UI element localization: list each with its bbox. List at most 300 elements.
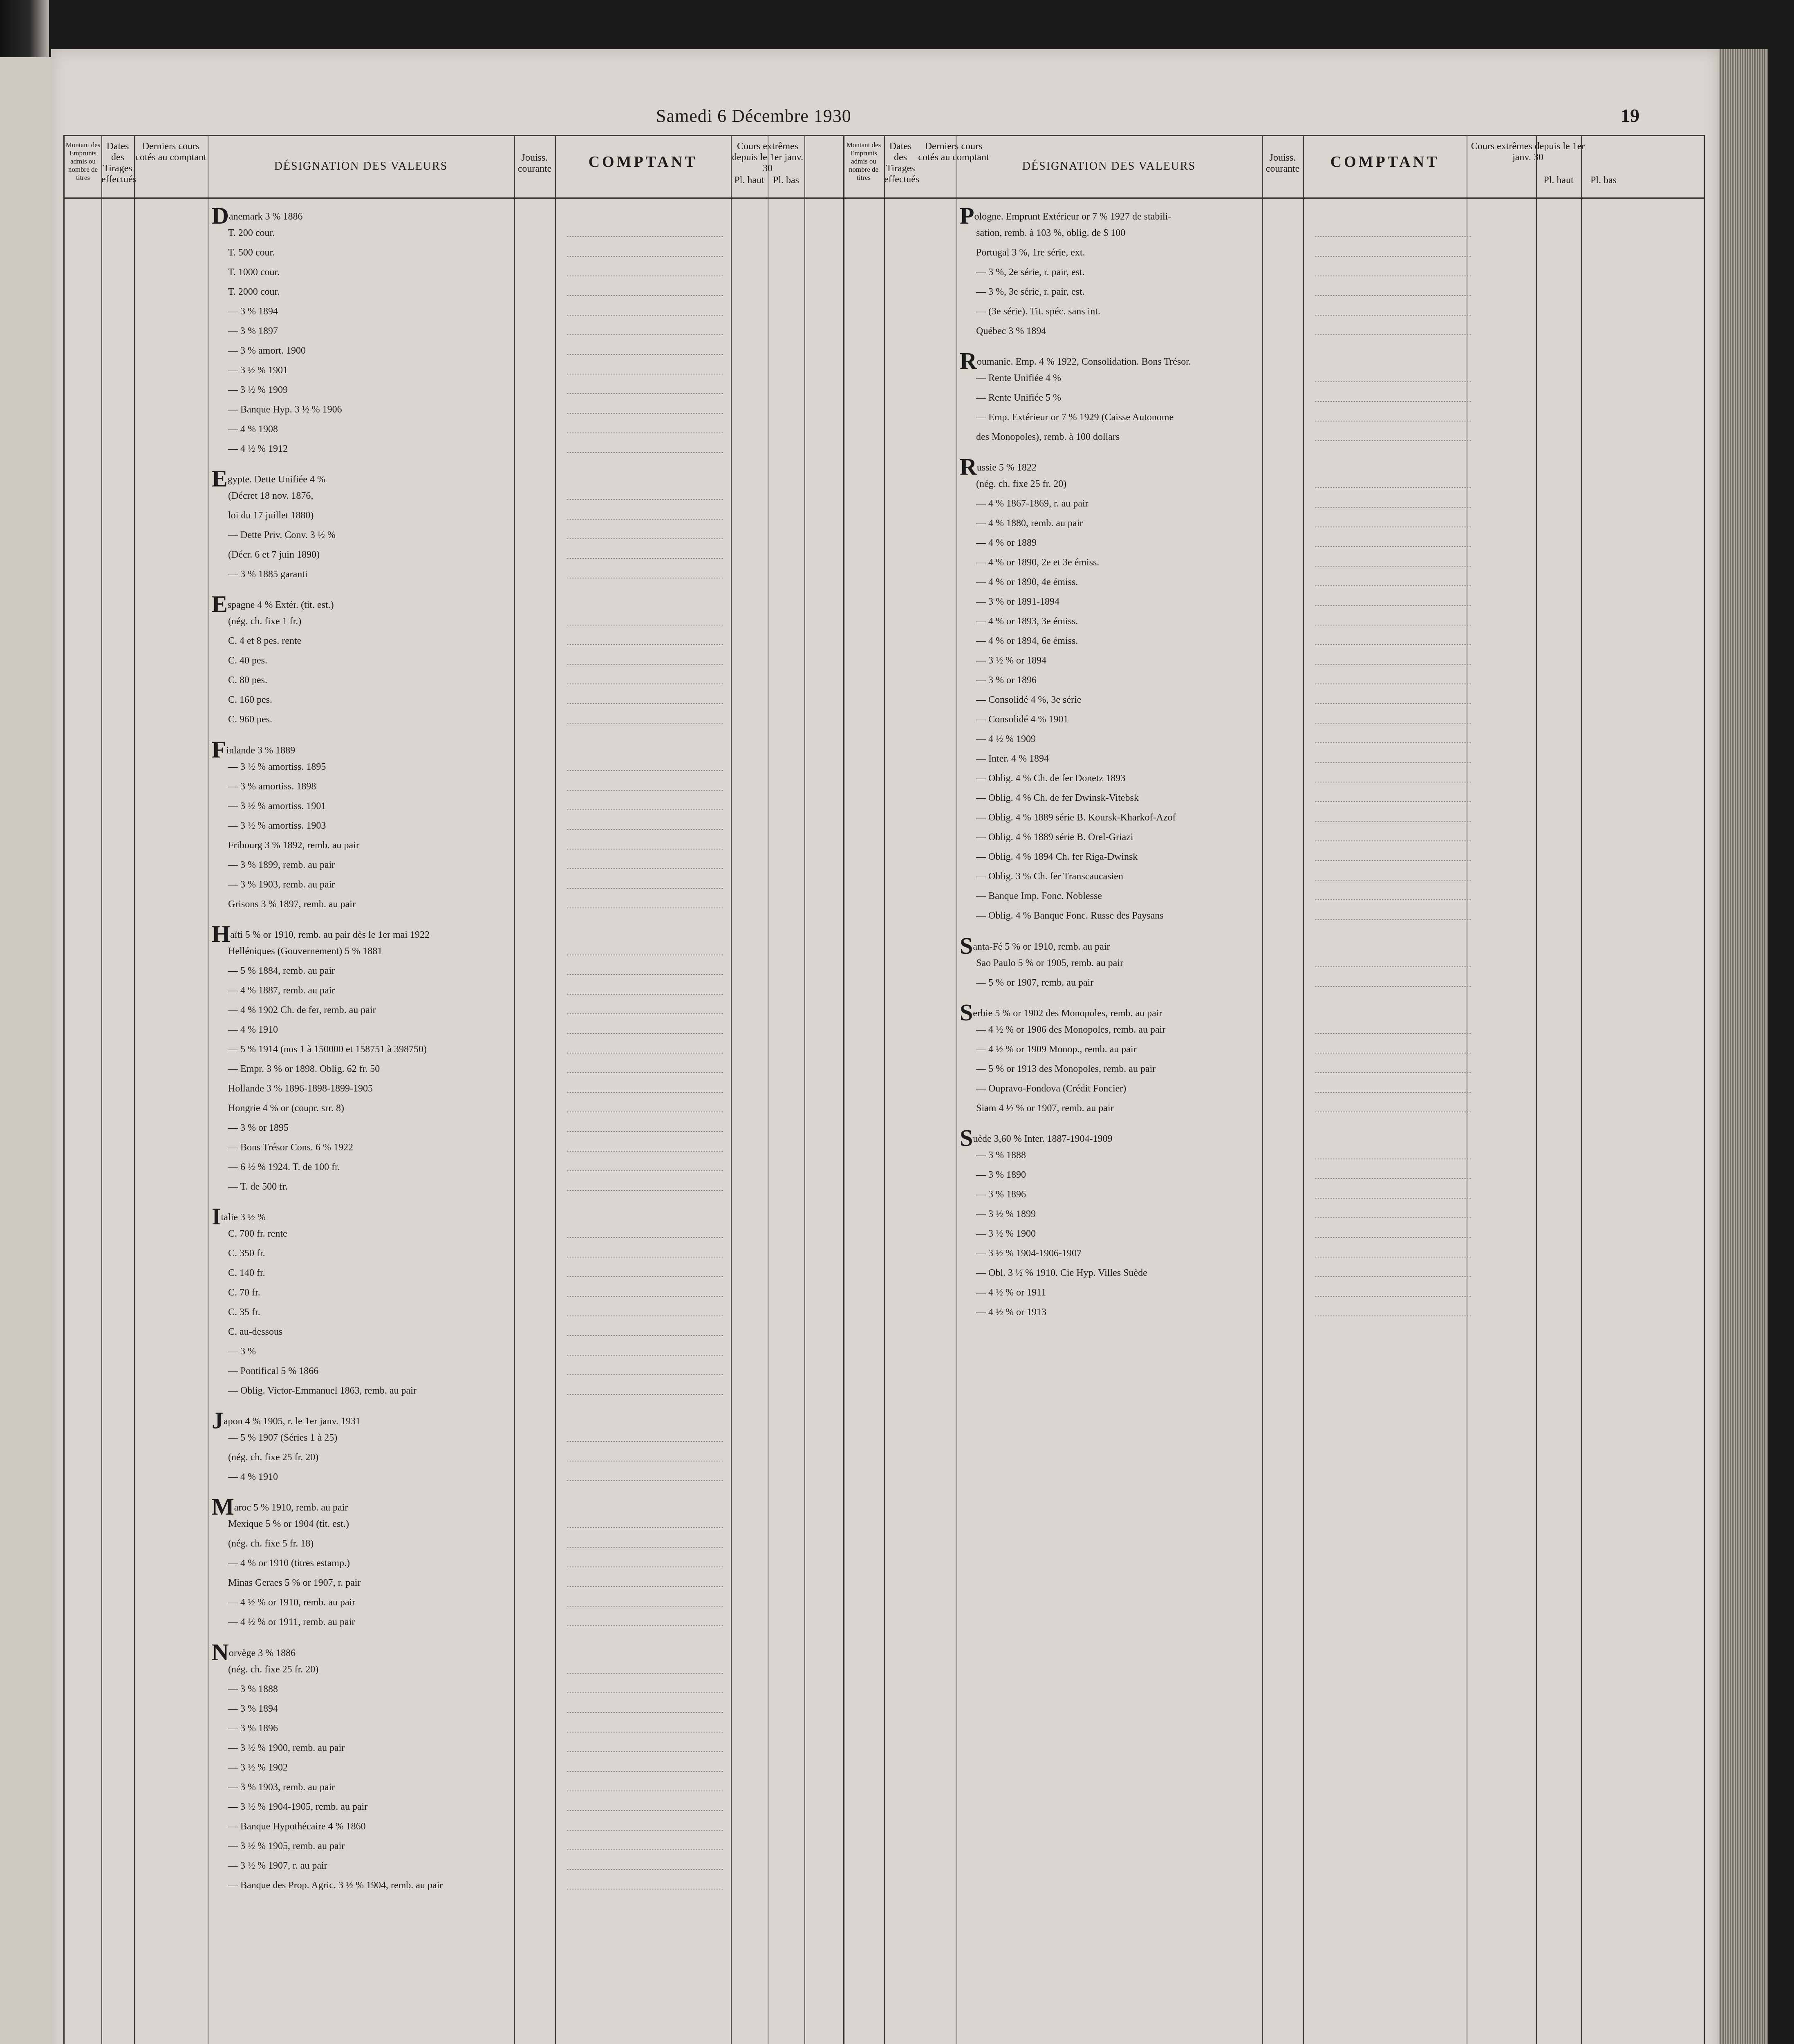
left-security-line: — 3 % 1903, remb. au pair — [228, 879, 335, 890]
dotted-leader — [567, 1791, 723, 1792]
left-security-line: — 4 % 1902 Ch. de fer, remb. au pair — [228, 1004, 376, 1015]
left-section-title — [212, 1203, 266, 1230]
dotted-leader — [567, 644, 723, 645]
dotted-leader — [1315, 1072, 1471, 1074]
left-security-line: — 4 % or 1910 (titres estamp.) — [228, 1558, 350, 1569]
dotted-leader — [1315, 703, 1471, 704]
left-security-line: — 3 ½ % 1901 — [228, 365, 288, 376]
dotted-leader — [1315, 966, 1471, 968]
left-security-line: — 4 ½ % or 1911, remb. au pair — [228, 1617, 355, 1628]
dotted-leader — [567, 1131, 723, 1132]
dotted-leader — [567, 974, 723, 975]
right-security-line: Siam 4 ½ % or 1907, remb. au pair — [976, 1103, 1114, 1114]
right-security-line: des Monopoles), remb. à 100 dollars — [976, 432, 1120, 443]
left-security-line: — 3 % 1894 — [228, 1703, 278, 1714]
dotted-leader — [567, 1335, 723, 1336]
dotted-leader — [1315, 295, 1471, 296]
dotted-leader — [1315, 625, 1471, 626]
drop-capital: S — [960, 999, 973, 1026]
right-security-line: — 4 ½ % 1909 — [976, 734, 1036, 745]
left-security-line: — 3 % amortiss. 1898 — [228, 781, 316, 792]
header-jouissance: Jouiss. courante — [517, 152, 552, 174]
left-security-line: — 4 ½ % or 1910, remb. au pair — [228, 1597, 356, 1608]
dotted-leader — [567, 809, 723, 811]
drop-capital: E — [212, 465, 228, 492]
dotted-leader — [1315, 1296, 1471, 1297]
right-security-line: — Banque Imp. Fonc. Noblesse — [976, 891, 1102, 902]
drop-capital: S — [960, 932, 973, 959]
right-security-line: — 4 % or 1894, 6e émiss. — [976, 636, 1078, 647]
left-security-line: — 4 % 1887, remb. au pair — [228, 985, 335, 996]
dotted-leader — [567, 625, 723, 626]
header-derniers: Derniers cours cotés au comptant — [135, 141, 206, 163]
left-security-line: Helléniques (Gouvernement) 5 % 1881 — [228, 946, 383, 957]
right-security-line: — Obl. 3 ½ % 1910. Cie Hyp. Villes Suède — [976, 1268, 1147, 1278]
left-security-line: C. 35 fr. — [228, 1307, 260, 1318]
left-security-line: — 3 ½ % 1909 — [228, 385, 288, 395]
dotted-leader — [1315, 381, 1471, 383]
dotted-leader — [1315, 821, 1471, 822]
right-security-line: (nég. ch. fixe 25 fr. 20) — [976, 479, 1067, 490]
dotted-leader — [567, 703, 723, 704]
left-security-line: — 3 ½ % 1904-1905, remb. au pair — [228, 1801, 368, 1812]
section-title-text: anemark 3 % 1886 — [228, 211, 303, 222]
header-pl-bas-right: Pl. bas — [1590, 175, 1617, 186]
header-pl-bas: Pl. bas — [773, 175, 799, 186]
dotted-leader — [567, 538, 723, 540]
header-pl-haut: Pl. haut — [734, 175, 764, 186]
left-security-line: (nég. ch. fixe 25 fr. 20) — [228, 1452, 319, 1463]
left-security-line: — 3 % 1897 — [228, 326, 278, 336]
drop-capital: E — [212, 591, 228, 618]
drop-capital: F — [212, 736, 226, 763]
right-security-line: — 4 ½ % or 1913 — [976, 1307, 1046, 1318]
drop-capital: N — [212, 1638, 229, 1665]
dotted-leader — [1315, 782, 1471, 783]
dotted-leader — [1315, 256, 1471, 257]
header-dates-right: Dates des Tirages effectués — [884, 141, 920, 185]
left-security-line: — 4 ½ % 1912 — [228, 444, 288, 454]
dotted-leader — [1315, 1092, 1471, 1093]
left-security-line: C. 140 fr. — [228, 1268, 265, 1278]
right-security-line: — 4 % or 1890, 2e et 3e émiss. — [976, 557, 1100, 568]
left-security-line: C. 70 fr. — [228, 1287, 260, 1298]
right-security-line: — 3 % 1888 — [976, 1150, 1026, 1161]
dotted-leader — [567, 1441, 723, 1442]
left-security-line: — 3 % — [228, 1346, 256, 1357]
dotted-leader — [567, 1112, 723, 1113]
dotted-leader — [1315, 1178, 1471, 1179]
right-security-line: Portugal 3 %, 1re série, ext. — [976, 247, 1085, 258]
left-security-line: — 3 % 1903, remb. au pair — [228, 1782, 335, 1793]
drop-capital: H — [212, 920, 231, 947]
right-security-line: — 4 ½ % or 1906 des Monopoles, remb. au pair — [976, 1024, 1166, 1035]
dotted-leader — [567, 849, 723, 850]
left-security-line: loi du 17 juillet 1880) — [228, 510, 314, 521]
header-extremes-right: Cours extrêmes depuis le 1er janv. 30 — [1471, 141, 1585, 163]
dotted-leader — [567, 1527, 723, 1529]
dotted-leader — [567, 1296, 723, 1297]
dotted-leader — [1315, 1237, 1471, 1238]
dotted-leader — [1315, 801, 1471, 802]
dotted-leader — [1315, 986, 1471, 987]
dotted-leader — [567, 433, 723, 434]
right-security-line: — 3 % or 1896 — [976, 675, 1037, 686]
dotted-leader — [567, 1849, 723, 1851]
drop-capital: M — [212, 1493, 234, 1520]
dotted-leader — [1315, 1033, 1471, 1034]
left-security-line: — Oblig. Victor-Emmanuel 1863, remb. au pair — [228, 1385, 417, 1396]
dotted-leader — [567, 1692, 723, 1694]
header-montant: Montant des Emprunts admis ou nombre de titres — [65, 141, 101, 182]
dotted-leader — [567, 295, 723, 296]
newspaper-page — [51, 49, 1719, 2044]
dotted-leader — [567, 1889, 723, 1890]
dotted-leader — [567, 1190, 723, 1191]
dotted-leader — [567, 393, 723, 394]
left-security-line: — Dette Priv. Conv. 3 ½ % — [228, 530, 336, 541]
dotted-leader — [1315, 507, 1471, 508]
section-title-text: anta-Fé 5 % or 1910, remb. au pair — [973, 941, 1110, 952]
right-security-line: — Oblig. 4 % 1889 série B. Orel-Griazi — [976, 832, 1133, 843]
right-section-title — [960, 202, 1171, 229]
dotted-leader — [1315, 401, 1471, 402]
dotted-leader — [1315, 421, 1471, 422]
left-security-line: — 3 % 1899, remb. au pair — [228, 859, 335, 870]
left-security-line: — 4 % 1908 — [228, 424, 278, 435]
left-section-title — [212, 1493, 348, 1520]
page-date: Samedi 6 Décembre 1930 — [656, 106, 851, 126]
left-security-line: (nég. ch. fixe 25 fr. 20) — [228, 1664, 319, 1675]
left-security-line: Hongrie 4 % or (coupr. srr. 8) — [228, 1103, 344, 1114]
right-security-line: — Oblig. 4 % 1894 Ch. fer Riga-Dwinsk — [976, 852, 1138, 863]
header-designation-right: DÉSIGNATION DES VALEURS — [1022, 160, 1196, 173]
left-security-line: — 3 % or 1895 — [228, 1122, 289, 1133]
dotted-leader — [1315, 315, 1471, 316]
dotted-leader — [1315, 566, 1471, 567]
dotted-leader — [567, 1151, 723, 1152]
drop-capital: R — [960, 453, 977, 480]
left-security-line: C. 350 fr. — [228, 1248, 265, 1259]
right-security-line: sation, remb. à 103 %, oblig. de $ 100 — [976, 228, 1126, 238]
dotted-leader — [567, 1586, 723, 1587]
section-title-text: aïti 5 % or 1910, remb. au pair dès le 1er mai 1922 — [230, 929, 430, 940]
quotation-table — [63, 135, 1705, 2044]
right-security-line: — 4 % or 1889 — [976, 538, 1037, 549]
dotted-leader — [567, 868, 723, 870]
dotted-leader — [567, 1013, 723, 1015]
section-title-text: ussie 5 % 1822 — [977, 462, 1037, 473]
right-section-title — [960, 932, 1110, 959]
dotted-leader — [1315, 605, 1471, 606]
dotted-leader — [567, 315, 723, 316]
right-security-line: — 5 % or 1907, remb. au pair — [976, 977, 1094, 988]
dotted-leader — [567, 829, 723, 830]
dotted-leader — [1315, 1159, 1471, 1160]
left-security-line: C. 700 fr. rente — [228, 1228, 287, 1239]
right-security-line: — 4 % or 1893, 3e émiss. — [976, 616, 1078, 627]
dotted-leader — [567, 1732, 723, 1733]
left-security-line: — 3 % 1885 garanti — [228, 569, 308, 580]
dotted-leader — [567, 1053, 723, 1054]
left-section-title — [212, 202, 303, 229]
drop-capital: J — [212, 1407, 224, 1434]
dotted-leader — [1315, 742, 1471, 744]
right-security-line: — 3 %, 3e série, r. pair, est. — [976, 287, 1085, 297]
right-security-line: — Oblig. 4 % Banque Fonc. Russe des Paysans — [976, 910, 1164, 921]
right-security-line: Sao Paulo 5 % or 1905, remb. au pair — [976, 957, 1123, 968]
dotted-leader — [1315, 276, 1471, 277]
section-title-text: oumanie. Emp. 4 % 1922, Consolidation. Bons Trésor. — [977, 356, 1191, 368]
right-security-line: — Consolidé 4 % 1901 — [976, 714, 1068, 725]
left-security-line: — 4 % 1910 — [228, 1024, 278, 1035]
section-title-text: inlande 3 % 1889 — [226, 745, 296, 756]
right-security-line: — 3 % 1896 — [976, 1189, 1026, 1200]
dotted-leader — [567, 499, 723, 500]
dotted-leader — [567, 1480, 723, 1481]
dotted-leader — [567, 1355, 723, 1356]
dotted-leader — [567, 1237, 723, 1238]
dotted-leader — [1315, 762, 1471, 763]
drop-capital: P — [960, 202, 974, 229]
dotted-leader — [1315, 644, 1471, 645]
dotted-leader — [567, 888, 723, 889]
right-security-line: — Consolidé 4 %, 3e série — [976, 695, 1082, 706]
left-security-line: (nég. ch. fixe 1 fr.) — [228, 616, 302, 627]
section-title-text: orvège 3 % 1886 — [228, 1647, 296, 1659]
dotted-leader — [567, 256, 723, 257]
left-security-line: T. 2000 cour. — [228, 287, 280, 297]
left-security-line: — 5 % 1914 (nos 1 à 150000 et 158751 à 398750) — [228, 1044, 427, 1055]
dotted-leader — [567, 723, 723, 724]
dotted-leader — [567, 1830, 723, 1831]
left-security-line: C. 4 et 8 pes. rente — [228, 636, 302, 647]
dotted-leader — [567, 236, 723, 238]
header-dates: Dates des Tirages effectués — [101, 141, 137, 185]
page-stack-edge — [1719, 49, 1768, 2044]
dotted-leader — [567, 1276, 723, 1278]
right-security-line: Québec 3 % 1894 — [976, 326, 1046, 336]
right-security-line: — 3 ½ % 1904-1906-1907 — [976, 1248, 1082, 1259]
right-security-line: — Emp. Extérieur or 7 % 1929 (Caisse Autonome — [976, 412, 1174, 423]
left-security-line: — 3 % 1894 — [228, 306, 278, 317]
left-security-line: — 3 % 1896 — [228, 1723, 278, 1734]
dotted-leader — [567, 1170, 723, 1172]
left-security-line: C. 160 pes. — [228, 695, 272, 706]
drop-capital: R — [960, 347, 977, 374]
dotted-leader — [567, 1567, 723, 1568]
dotted-leader — [567, 684, 723, 685]
dotted-leader — [1315, 899, 1471, 901]
right-section-title — [960, 347, 1191, 374]
dotted-leader — [567, 354, 723, 355]
dotted-leader — [1315, 1198, 1471, 1199]
right-security-line: — 3 ½ % or 1894 — [976, 655, 1046, 666]
left-security-line: — Bons Trésor Cons. 6 % 1922 — [228, 1142, 354, 1153]
dotted-leader — [567, 334, 723, 336]
header-extremes: Cours extrêmes depuis le 1er janv. 30 — [732, 141, 804, 174]
left-security-line: (Décr. 6 et 7 juin 1890) — [228, 549, 320, 560]
dotted-leader — [567, 1072, 723, 1074]
dotted-leader — [1315, 334, 1471, 336]
dotted-leader — [1315, 723, 1471, 724]
right-security-line: — Rente Unifiée 5 % — [976, 392, 1061, 403]
dotted-leader — [567, 770, 723, 771]
dotted-leader — [1315, 546, 1471, 547]
dotted-leader — [567, 1092, 723, 1093]
dotted-leader — [1315, 860, 1471, 861]
left-security-line: — 3 % 1888 — [228, 1683, 278, 1694]
left-security-line: — 4 % 1910 — [228, 1472, 278, 1483]
right-security-line: — 3 %, 2e série, r. pair, est. — [976, 267, 1085, 278]
left-section-title — [212, 736, 296, 763]
dotted-leader — [1315, 487, 1471, 489]
left-security-line: — Banque Hypothécaire 4 % 1860 — [228, 1821, 366, 1832]
section-title-text: talie 3 ½ % — [221, 1212, 266, 1223]
header-jouissance-right: Jouiss. courante — [1265, 152, 1300, 174]
right-security-line: — 3 ½ % 1899 — [976, 1209, 1036, 1219]
dotted-leader — [567, 1810, 723, 1811]
left-security-line: — 3 ½ % 1905, remb. au pair — [228, 1840, 345, 1851]
dotted-leader — [567, 519, 723, 520]
dotted-leader — [567, 374, 723, 375]
dotted-leader — [1315, 1112, 1471, 1113]
dotted-leader — [567, 1033, 723, 1034]
right-security-line: — 4 ½ % or 1909 Monop., remb. au pair — [976, 1044, 1137, 1055]
drop-capital: D — [212, 202, 229, 229]
right-security-line: — Oblig. 4 % Ch. de fer Donetz 1893 — [976, 773, 1126, 784]
dotted-leader — [567, 452, 723, 453]
left-security-line: C. 40 pes. — [228, 655, 267, 666]
dotted-leader — [1315, 236, 1471, 238]
left-security-line: — Pontifical 5 % 1866 — [228, 1366, 319, 1376]
right-security-line: — Rente Unifiée 4 % — [976, 373, 1061, 384]
left-section-title — [212, 465, 325, 492]
section-title-text: aroc 5 % 1910, remb. au pair — [234, 1502, 348, 1513]
right-security-line: — 4 % or 1890, 4e émiss. — [976, 577, 1078, 588]
right-security-line: — Inter. 4 % 1894 — [976, 753, 1049, 764]
header-pl-haut-right: Pl. haut — [1543, 175, 1574, 186]
dotted-leader — [1315, 919, 1471, 920]
right-security-line: — Oblig. 3 % Ch. fer Transcaucasien — [976, 871, 1123, 882]
dotted-leader — [567, 1394, 723, 1395]
left-security-line: — 3 ½ % 1907, r. au pair — [228, 1860, 327, 1871]
left-security-line: — 3 % amort. 1900 — [228, 345, 306, 356]
left-security-line: Grisons 3 % 1897, remb. au pair — [228, 899, 356, 910]
right-section-title — [960, 999, 1162, 1026]
left-security-line: T. 1000 cour. — [228, 267, 280, 278]
left-security-line: Mexique 5 % or 1904 (tit. est.) — [228, 1519, 349, 1530]
dotted-leader — [567, 1751, 723, 1753]
right-security-line: — 3 % or 1891-1894 — [976, 596, 1059, 607]
left-security-line: — Empr. 3 % or 1898. Oblig. 62 fr. 50 — [228, 1063, 380, 1074]
right-security-line: — 4 ½ % or 1911 — [976, 1287, 1046, 1298]
section-title-text: spagne 4 % Extér. (tit. est.) — [227, 600, 334, 611]
right-security-line: — 5 % or 1913 des Monopoles, remb. au pair — [976, 1063, 1156, 1074]
left-security-line: — 3 ½ % amortiss. 1901 — [228, 800, 326, 811]
left-security-line: Hollande 3 % 1896-1898-1899-1905 — [228, 1083, 373, 1094]
left-security-line: — 3 ½ % amortiss. 1895 — [228, 761, 326, 772]
left-security-line: C. 80 pes. — [228, 675, 267, 686]
dotted-leader — [567, 558, 723, 559]
right-security-line: — 3 % 1890 — [976, 1170, 1026, 1180]
right-security-line: — Oupravo-Fondova (Crédit Foncier) — [976, 1083, 1127, 1094]
left-security-line: (Décret 18 nov. 1876, — [228, 491, 314, 502]
dotted-leader — [567, 1316, 723, 1317]
right-section-title — [960, 1125, 1113, 1151]
dotted-leader — [1315, 1053, 1471, 1054]
dotted-leader — [1315, 585, 1471, 587]
right-security-line: — (3e série). Tit. spéc. sans int. — [976, 306, 1100, 317]
drop-capital: S — [960, 1125, 973, 1151]
left-security-line: C. au-dessous — [228, 1327, 283, 1337]
left-security-line: C. 960 pes. — [228, 714, 272, 725]
dotted-leader — [567, 1257, 723, 1258]
dotted-leader — [567, 1771, 723, 1772]
right-security-line: — 4 % 1867-1869, r. au pair — [976, 498, 1088, 509]
dotted-leader — [567, 578, 723, 579]
dotted-leader — [567, 1606, 723, 1607]
right-security-line: — Oblig. 4 % 1889 série B. Koursk-Kharkof-Azof — [976, 812, 1176, 823]
left-security-line: — Banque des Prop. Agric. 3 ½ % 1904, remb. au pair — [228, 1880, 443, 1891]
dotted-leader — [567, 1712, 723, 1713]
drop-capital: I — [212, 1203, 221, 1230]
left-security-line: T. 200 cour. — [228, 228, 275, 238]
left-security-line: — 5 % 1907 (Séries 1 à 25) — [228, 1432, 338, 1443]
dotted-leader — [1315, 440, 1471, 442]
header-comptant: COMPTANT — [588, 153, 698, 170]
dotted-leader — [567, 994, 723, 995]
left-security-line: — 6 ½ % 1924. T. de 100 fr. — [228, 1161, 340, 1172]
left-security-line: Minas Geraes 5 % or 1907, r. pair — [228, 1578, 361, 1589]
header-derniers-right: Derniers cours cotés au comptant — [918, 141, 989, 163]
dotted-leader — [567, 955, 723, 956]
dotted-leader — [567, 664, 723, 665]
dotted-leader — [567, 1625, 723, 1627]
left-section-title — [212, 1638, 296, 1665]
left-section-title — [212, 591, 334, 618]
left-security-line: — 3 ½ % amortiss. 1903 — [228, 820, 326, 831]
section-title-text: apon 4 % 1905, r. le 1er janv. 1931 — [224, 1416, 361, 1427]
left-section-title — [212, 1407, 361, 1434]
dotted-leader — [567, 276, 723, 277]
left-security-line: T. 500 cour. — [228, 247, 275, 258]
header-montant-right: Montant des Emprunts admis ou nombre de titres — [846, 141, 881, 182]
dotted-leader — [567, 413, 723, 414]
dotted-leader — [567, 1461, 723, 1462]
dotted-leader — [1315, 527, 1471, 528]
dotted-leader — [1315, 1316, 1471, 1317]
dotted-leader — [1315, 664, 1471, 665]
dotted-leader — [567, 1673, 723, 1674]
page-number: 19 — [1621, 105, 1639, 126]
dotted-leader — [567, 790, 723, 791]
section-title-text: uède 3,60 % Inter. 1887-1904-1909 — [973, 1134, 1113, 1144]
section-title-text: ologne. Emprunt Extérieur or 7 % 1927 de stabili- — [974, 211, 1171, 222]
left-security-line: — Banque Hyp. 3 ½ % 1906 — [228, 404, 342, 415]
left-security-line: — 5 % 1884, remb. au pair — [228, 965, 335, 976]
right-security-line: — 4 % 1880, remb. au pair — [976, 518, 1083, 529]
left-security-line: — T. de 500 fr. — [228, 1181, 288, 1192]
header-designation: DÉSIGNATION DES VALEURS — [274, 160, 448, 173]
table-header — [65, 136, 1704, 199]
dotted-leader — [1315, 1217, 1471, 1219]
right-security-line: — 3 ½ % 1900 — [976, 1228, 1036, 1239]
section-title-text: erbie 5 % or 1902 des Monopoles, remb. au pair — [973, 1008, 1162, 1019]
right-security-line: — Oblig. 4 % Ch. de fer Dwinsk-Vitebsk — [976, 793, 1139, 804]
right-section-title — [960, 453, 1037, 480]
dotted-leader — [567, 1374, 723, 1376]
